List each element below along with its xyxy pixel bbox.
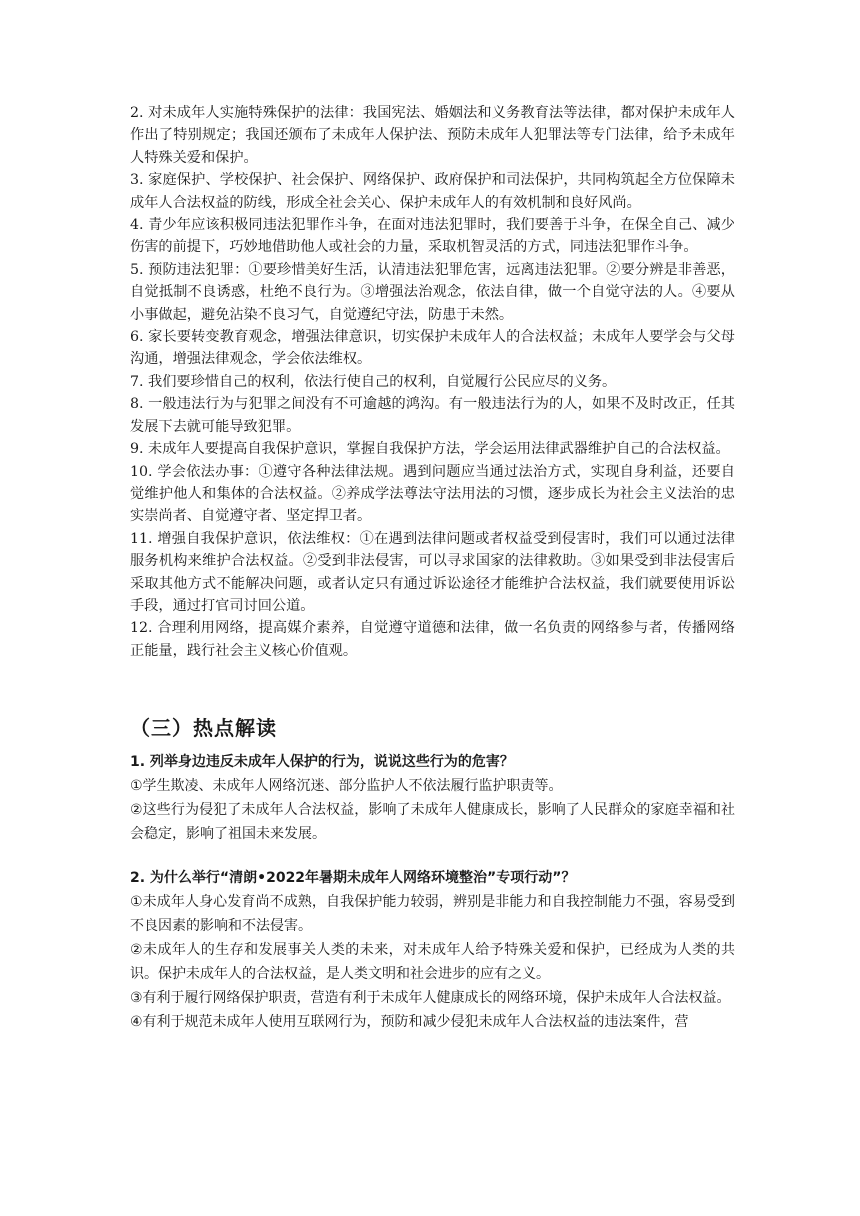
- answer-item: ②未成年人的生存和发展事关人类的未来，对未成年人给予特殊关爱和保护，已经成为人类的共识。保护未成年人的合法权益，是人类文明和社会进步的应有之义。: [130, 942, 735, 983]
- question-block-2: [130, 866, 735, 1034]
- question-title: 1. 列举身边违反未成年人保护的行为，说说这些行为的危害？: [130, 754, 514, 771]
- section-spacer: [130, 662, 735, 712]
- list-item: 2. 对未成年人实施特殊保护的法律：我国宪法、婚姻法和义务教育法等法律，都对保护未成年人作出了特别规定；我国还颁布了未成年人保护法、预防未成年人犯罪法等专门法律，给予未成年人特殊关爱和保护。: [130, 105, 735, 166]
- question-block-1: [130, 750, 735, 846]
- list-item: 10. 学会依法办事：①遵守各种法律法规。遇到问题应当通过法治方式，实现自身利益，还要自觉维护他人和集体的合法权益。②养成学法尊法守法用法的习惯，逐步成长为社会主义法治的忠实崇尚者、自觉遵守者、坚定捍卫者。: [130, 463, 735, 525]
- document-page: [130, 102, 735, 1034]
- answer-item: ①未成年人身心发育尚不成熟，自我保护能力较弱，辨别是非能力和自我控制能力不强，容易受到不良因素的影响和不法侵害。: [130, 894, 735, 935]
- list-item: 11. 增强自我保护意识，依法维权：①在遇到法律问题或者权益受到侵害时，我们可以通过法律服务机构来维护合法权益。②受到非法侵害，可以寻求国家的法律救助。③如果受到非法侵害后采取其他方式不能解决问题，或者认定只有通过诉讼途径才能维护合法权益，我们就要使用诉讼手段，通过打官司讨回公道。: [130, 530, 735, 614]
- answer-item: ②这些行为侵犯了未成年人合法权益，影响了未成年人健康成长，影响了人民群众的家庭幸福和社会稳定，影响了祖国未来发展。: [130, 802, 735, 843]
- list-item: 4. 青少年应该积极同违法犯罪作斗争，在面对违法犯罪时，我们要善于斗争，在保全自己、减少伤害的前提下，巧妙地借助他人或社会的力量，采取机智灵活的方式，同违法犯罪作斗争。: [130, 217, 735, 256]
- section-title-hot-topics: （三）热点解读: [130, 716, 277, 741]
- list-item: 12. 合理利用网络，提高媒介素养，自觉遵守道德和法律，做一名负责的网络参与者，传播网络正能量，践行社会主义核心价值观。: [130, 620, 735, 659]
- question-spacer: [130, 846, 735, 866]
- list-item: 5. 预防违法犯罪：①要珍惜美好生活，认清违法犯罪危害，远离违法犯罪。②要分辨是非善恶，自觉抵制不良诱惑，杜绝不良行为。③增强法治观念，依法自律，做一个自觉守法的人。④要从小事做起，避免沾染不良习气，自觉遵纪守法，防患于未然。: [130, 261, 735, 323]
- answer-item: ③有利于履行网络保护职责，营造有利于未成年人健康成长的网络环境，保护未成年人合法权益。: [130, 990, 731, 1007]
- list-item: 3. 家庭保护、学校保护、社会保护、网络保护、政府保护和司法保护，共同构筑起全方位保障未成年人合法权益的防线，形成全社会关心、保护未成年人的有效机制和良好风尚。: [130, 172, 735, 211]
- list-item: 8. 一般违法行为与犯罪之间没有不可逾越的鸿沟。有一般违法行为的人，如果不及时改正，任其发展下去就可能导致犯罪。: [130, 396, 735, 435]
- list-item: 7. 我们要珍惜自己的权利，依法行使自己的权利，自觉履行公民应尽的义务。: [130, 373, 617, 390]
- question-title: 2. 为什么举行“清朗•2022年暑期未成年人网络环境整治”专项行动”？: [130, 870, 576, 887]
- summary-list: [130, 102, 735, 662]
- answer-item: ④有利于规范未成年人使用互联网行为，预防和减少侵犯未成年人合法权益的违法案件，营: [130, 1014, 689, 1031]
- answer-item: ①学生欺凌、未成年人网络沉迷、部分监护人不依法履行监护职责等。: [130, 778, 563, 795]
- list-item: 6. 家长要转变教育观念，增强法律意识，切实保护未成年人的合法权益；未成年人要学会与父母沟通，增强法律观念，学会依法维权。: [130, 329, 735, 368]
- list-item: 9. 未成年人要提高自我保护意识，掌握自我保护方法，学会运用法律武器维护自己的合法权益。: [130, 441, 730, 458]
